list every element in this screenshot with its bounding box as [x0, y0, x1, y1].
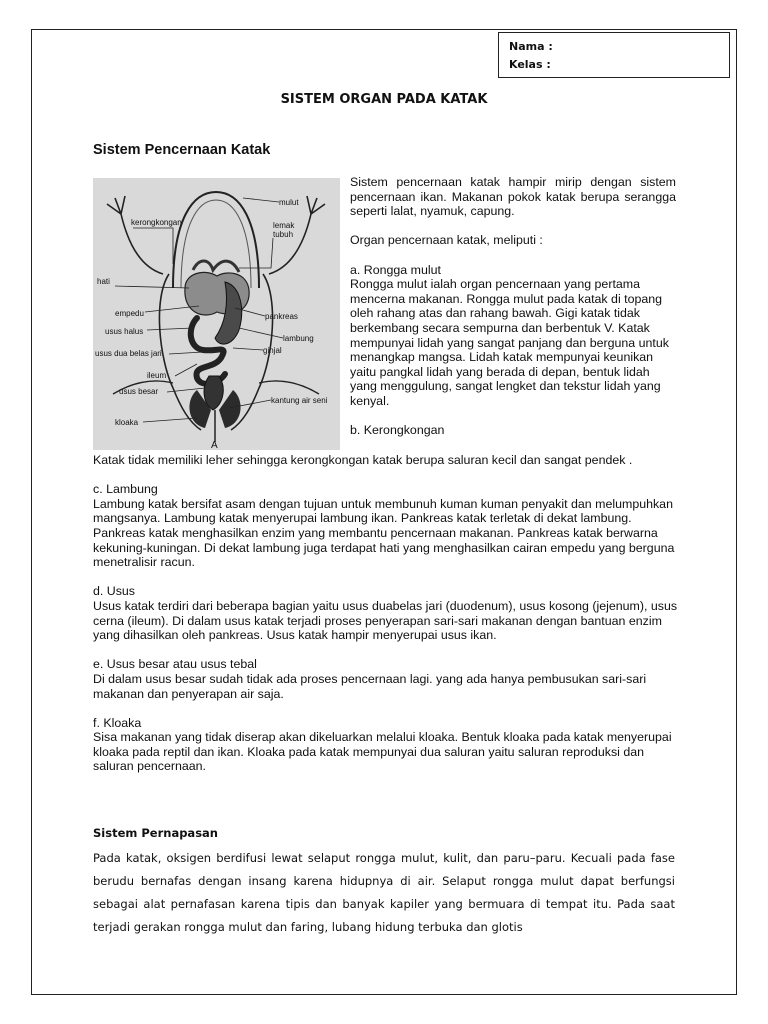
usus-text: Usus katak terdiri dari beberapa bagian yaitu usus duabelas jari (duodenum), usus kosong (jejenum), usus cerna (ileum). Di dalam usus katak terjadi proses penyerapan sari-sari makanan dengan bantuan enzim yang dihasilkan oleh pankreas. Usus katak hampir menyerupai usus ikan. — [93, 598, 678, 643]
rongga-mulut-title: a. Rongga mulut — [350, 262, 441, 277]
figure-caption: A — [211, 440, 218, 450]
page-title: SISTEM ORGAN PADA KATAK — [280, 92, 488, 107]
label-kantung-air-seni: kantung air seni — [271, 396, 328, 405]
label-hati: hati — [97, 277, 110, 286]
frog-digestive-figure — [93, 178, 340, 450]
label-kloaka: kloaka — [115, 418, 139, 427]
label-tubuh: tubuh — [273, 230, 294, 239]
digestive-body — [93, 453, 683, 789]
respiration-text: Pada katak, oksigen berdifusi lewat selaput rongga mulut, kulit, dan paru–paru. Kecuali pada fase berudu bernafas dengan insang karena hidupnya di air. Selaput rongga mulut dapat berfungsi sebagai alat pernafasan karena tipis dan banyak kapiler yang bermuara di tempat itu. Pada saat terjadi gerakan rongga mulut dan faring, lubang hidung terbuka dan glotis — [93, 851, 675, 934]
label-ileum: ileum — [147, 371, 167, 380]
label-lambung: lambung — [283, 334, 314, 343]
intro-paragraph: Sistem pencernaan katak hampir mirip dengan sistem pencernaan ikan. Makanan pokok katak berupa serangga seperti lalat, nyamuk, capung. — [350, 175, 676, 219]
lambung-title: c. Lambung — [93, 482, 158, 497]
nama-label: Nama : — [509, 40, 553, 53]
kerongkongan-text: Katak tidak memiliki leher sehingga kerongkongan katak berupa saluran kecil dan sangat pendek . — [93, 453, 633, 467]
lambung-text: Lambung katak bersifat asam dengan tujuan untuk membunuh kuman kuman penyakit dan melumpuhkan mangsanya. Lambung katak menyerupai lambung ikan. Pankreas katak terletak di dekat lambung. Pankreas katak menghasilkan enzim yang membantu pencernaan makanan. Pankreas katak berwarna kekuning-kuningan. Di dekat lambung juga terdapat hati yang menghasilkan cairan empedu yang berguna menetralisir racun. — [93, 496, 675, 570]
intro-column — [350, 175, 676, 438]
label-kerongkongan: kerongkongan — [131, 218, 182, 227]
label-ginjal: ginjal — [263, 346, 282, 355]
label-usus-besar: usus besar — [119, 387, 159, 396]
kerongkongan-title: b. Kerongkongan — [350, 423, 445, 438]
usus-besar-text: Di dalam usus besar sudah tidak ada proses pencernaan lagi. yang ada hanya pembusukan sari-sari makanan dan penyerapan air saja. — [93, 671, 647, 701]
label-usus-halus: usus halus — [105, 327, 144, 336]
respiration-heading: Sistem Pernapasan — [93, 826, 218, 840]
frog-diagram — [93, 178, 340, 450]
label-pankreas: pankreas — [265, 312, 298, 321]
usus-title: d. Usus — [93, 584, 136, 599]
label-lemak: lemak — [273, 221, 295, 230]
rongga-mulut-text: Rongga mulut ialah organ pencernaan yang pertama mencerna makanan. Rongga mulut pada katak di topang oleh rahang atas dan rahang bawah. Gigi katak tidak berkembang secara sempurna dan berbentuk V. Katak mempunyai lidah yang sangat panjang dan berguna untuk menangkap mangsa. Lidah katak mempunyai keunikan yaitu pangkal lidah yang berada di depan, bentuk lidah yang menggulung, sangat lengket dan tekstur lidah yang kenyal. — [350, 277, 669, 408]
digestive-heading: Sistem Pencernaan Katak — [93, 142, 271, 158]
name-class-box — [498, 32, 730, 78]
kloaka-text: Sisa makanan yang tidak diserap akan dikeluarkan melalui kloaka. Bentuk kloaka pada katak menyerupai kloaka pada reptil dan ikan. Kloaka pada katak mempunyai dua saluran yaitu saluran reproduksi dan saluran pencernaan. — [93, 730, 672, 774]
kelas-label: Kelas : — [509, 58, 551, 71]
label-mulut: mulut — [279, 198, 299, 207]
kloaka-title: f. Kloaka — [93, 715, 142, 730]
usus-besar-title: e. Usus besar atau usus tebal — [93, 657, 257, 672]
organ-intro: Organ pencernaan katak, meliputi : — [350, 233, 543, 248]
label-empedu: empedu — [115, 309, 144, 318]
label-usus-dua-belas-jari: usus dua belas jari — [95, 349, 162, 358]
